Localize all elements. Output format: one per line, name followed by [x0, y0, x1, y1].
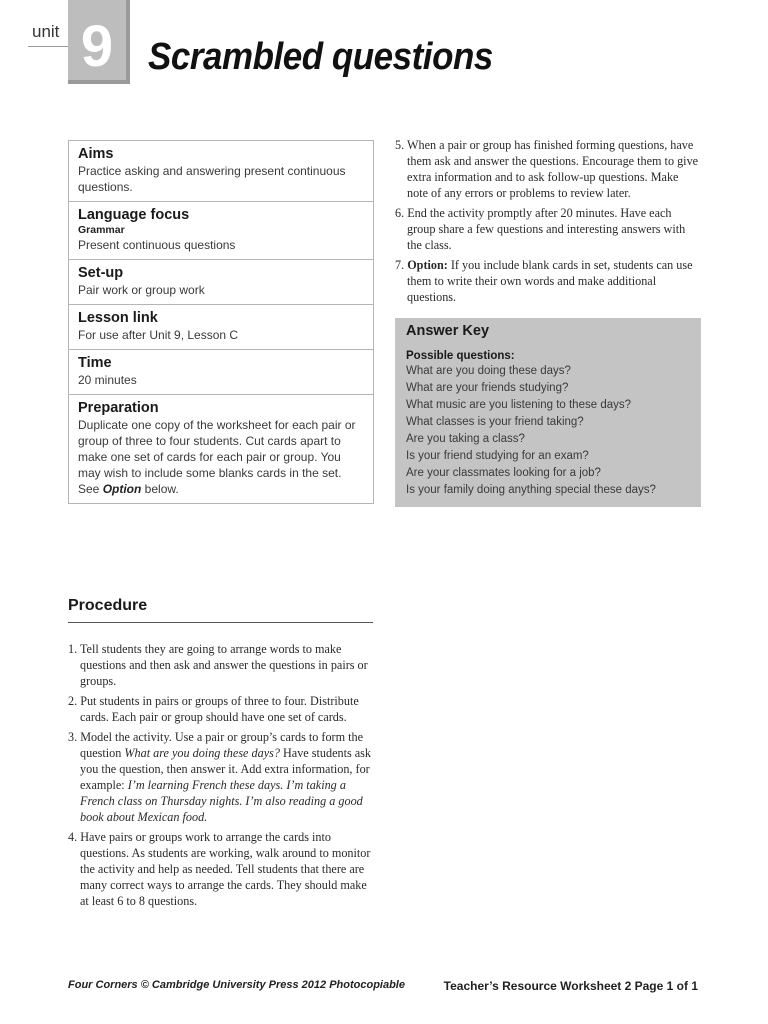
procedure-rule	[68, 622, 373, 623]
answer-key-subtitle: Possible questions:	[406, 350, 515, 362]
step-number: 1.	[68, 642, 78, 656]
step-text: Have students ask you the question, then answer it. Add extra information, for example:	[80, 746, 372, 792]
unit-divider	[28, 46, 70, 47]
step-option-label: Option:	[407, 258, 448, 272]
procedure-list-right	[395, 137, 701, 309]
step-number: 7.	[395, 258, 405, 272]
procedure-heading: Procedure	[68, 597, 148, 614]
language-focus-section	[69, 201, 373, 259]
step-number: 5.	[395, 138, 405, 152]
procedure-step-3	[68, 729, 374, 825]
procedure-step-2	[68, 693, 374, 725]
step-number: 4.	[68, 830, 78, 844]
lesson-link-section	[69, 304, 373, 349]
answer-item: What music are you listening to these days?	[406, 399, 632, 411]
time-heading: Time	[78, 355, 112, 371]
step-text: End the activity promptly after 20 minutes. Have each group share a few questions and interesting answers with the class.	[407, 206, 686, 252]
step-text: Model the activity. Use a pair or group’s cards to form the question	[80, 730, 364, 760]
answer-key-title: Answer Key	[406, 323, 490, 339]
answer-item: Are you taking a class?	[406, 433, 525, 445]
language-focus-heading: Language focus	[78, 207, 190, 223]
answer-key-box	[395, 318, 701, 507]
step-example-question: What are you doing these days?	[124, 746, 280, 760]
step-text: Put students in pairs or groups of three to four. Distribute cards. Each pair or group should have one set of cards.	[80, 694, 359, 724]
unit-number: 9	[80, 14, 114, 79]
answer-item: What are you doing these days?	[406, 365, 571, 377]
answer-item: Are your classmates looking for a job?	[406, 467, 601, 479]
step-example-answer: I’m learning French these days. I’m taking a French class on Thursday nights. I’m also reading a good book about Mexican food.	[80, 778, 363, 824]
footer-copyright: Four Corners © Cambridge University Press 2012 Photocopiable	[68, 979, 405, 991]
step-number: 6.	[395, 206, 405, 220]
aims-section	[69, 141, 373, 201]
setup-section	[69, 259, 373, 304]
preparation-text-end: below.	[141, 482, 179, 496]
step-text: Have pairs or groups work to arrange the cards into questions. As students are working, walk around to monitor the activity and help as needed. Tell students that there are many correct ways to arrange the cards. They should make at least 6 to 8 questions.	[80, 830, 371, 908]
procedure-step-6	[395, 205, 701, 253]
procedure-list-left	[68, 641, 374, 913]
unit-number-badge	[68, 0, 130, 84]
time-section	[69, 349, 373, 394]
time-text: 20 minutes	[78, 373, 137, 387]
language-focus-subheading: Grammar	[78, 224, 125, 236]
step-text: Tell students they are going to arrange words to make questions and then ask and answer the questions in pairs or groups.	[79, 642, 368, 688]
answer-item: What classes is your friend taking?	[406, 416, 584, 428]
footer-page-info: Teacher’s Resource Worksheet 2 Page 1 of 1	[443, 979, 698, 993]
language-focus-text: Present continuous questions	[78, 238, 236, 252]
lesson-info-box	[68, 140, 374, 504]
aims-text: Practice asking and answering present continuous questions.	[78, 164, 346, 194]
step-text: When a pair or group has finished forming questions, have them ask and answer the questions. Encourage them to give extra information and to ask follow-up questions. Make note of any errors or problems to review later.	[406, 138, 699, 200]
setup-heading: Set-up	[78, 265, 124, 281]
unit-label: unit	[32, 22, 60, 41]
lesson-link-text: For use after Unit 9, Lesson C	[78, 328, 239, 342]
preparation-heading: Preparation	[78, 400, 159, 416]
page-title: Scrambled questions	[148, 36, 493, 78]
lesson-link-heading: Lesson link	[78, 310, 158, 326]
procedure-step-4	[68, 829, 374, 909]
preparation-text	[78, 417, 364, 497]
procedure-step-1	[68, 641, 374, 689]
preparation-section	[69, 394, 373, 503]
answer-item: Is your family doing anything special these days?	[406, 484, 656, 496]
step-number: 3.	[68, 730, 78, 744]
answer-item: What are your friends studying?	[406, 382, 569, 394]
answer-item: Is your friend studying for an exam?	[406, 450, 589, 462]
setup-text: Pair work or group work	[78, 283, 205, 297]
procedure-step-5	[395, 137, 701, 201]
step-text: If you include blank cards in set, students can use them to write their own words and make additional questions.	[407, 258, 693, 304]
aims-heading: Aims	[78, 146, 114, 162]
preparation-text-main: Duplicate one copy of the worksheet for each pair or group of three to four students. Cut cards apart to make one set of cards for each pair or group. You may wish to include some blanks cards in the set. See	[78, 418, 356, 496]
procedure-step-7	[395, 257, 701, 305]
preparation-option-word: Option	[102, 482, 142, 496]
step-number: 2.	[68, 694, 78, 708]
